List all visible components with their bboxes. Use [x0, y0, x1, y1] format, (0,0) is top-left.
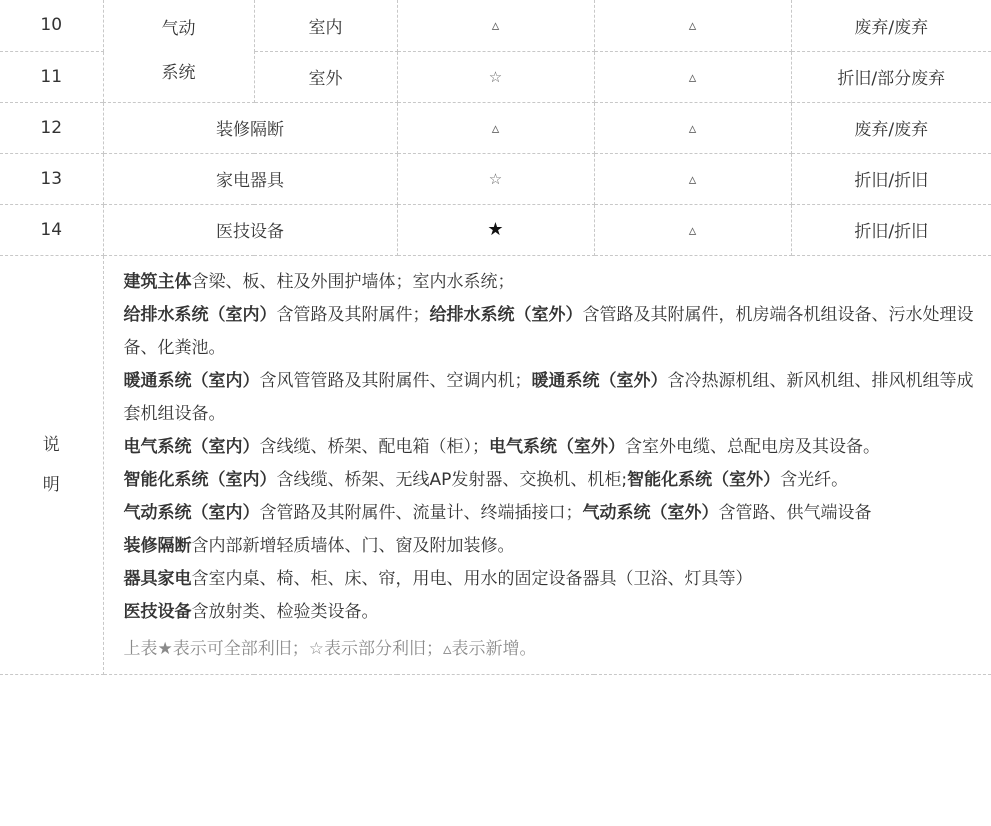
explanation-paragraph	[124, 299, 976, 365]
explanation-paragraph	[124, 464, 976, 497]
explanation-paragraph	[124, 365, 976, 431]
sub-item: 室内	[254, 0, 397, 51]
item-name: 医技设备	[103, 204, 397, 255]
symbol-cell: ▵	[397, 102, 594, 153]
explanation-label-line: 说	[42, 434, 60, 455]
row-number: 11	[0, 51, 103, 102]
row-number: 10	[0, 0, 103, 51]
explanation-paragraph	[124, 431, 976, 464]
term: 给排水系统（室内）	[123, 304, 277, 325]
definition: 含冷热源机组、新风机组、排风机组等成套机组设备。	[123, 370, 974, 424]
table-row	[0, 204, 991, 255]
definition: 含室外电缆、总配电房及其设备。	[625, 436, 880, 457]
legend-note: 上表★表示可全部利旧；☆表示部分利旧；▵表示新增。	[123, 638, 537, 659]
term: 气动系统（室外）	[582, 502, 719, 523]
symbol-cell: ▵	[594, 153, 791, 204]
symbol-cell: ▵	[594, 102, 791, 153]
term: 气动系统（室内）	[123, 502, 260, 523]
term: 智能化系统（室内）	[123, 469, 277, 490]
explanation-paragraph	[124, 563, 976, 596]
symbol-cell: ▵	[594, 204, 791, 255]
explanation-paragraph	[124, 530, 976, 563]
term: 电气系统（室外）	[489, 436, 625, 457]
sub-item: 室外	[254, 51, 397, 102]
symbol-cell: ▵	[397, 0, 594, 51]
explanation-paragraph	[124, 266, 976, 299]
row-number: 12	[0, 102, 103, 153]
definition: 含室内桌、椅、柜、床、帘，用电、用水的固定设备器具（卫浴、灯具等）	[191, 568, 753, 589]
item-name: 装修隔断	[103, 102, 397, 153]
result-cell: 折旧/折旧	[791, 204, 991, 255]
term: 智能化系统（室外）	[627, 469, 781, 490]
symbol-cell: ▵	[594, 51, 791, 102]
definition: 含光纤。	[780, 469, 849, 490]
definition: 含线缆、桥架、配电箱（柜）；	[259, 436, 489, 457]
term: 暖通系统（室内）	[123, 370, 260, 391]
definition: 含管路及其附属件；	[276, 304, 430, 325]
group-label-line: 系统	[161, 62, 196, 83]
term: 给排水系统（室外）	[429, 304, 583, 325]
definition: 含内部新增轻质墙体、门、窗及附加装修。	[191, 535, 515, 556]
term: 暖通系统（室外）	[531, 370, 668, 391]
symbol-cell: ☆	[397, 51, 594, 102]
result-cell: 折旧/部分废弃	[791, 51, 991, 102]
explanation-paragraph	[124, 497, 976, 530]
table-row	[0, 0, 991, 51]
explanation-label	[0, 255, 103, 674]
term: 器具家电	[123, 568, 192, 589]
definition: 含管路、供气端设备	[718, 502, 872, 523]
row-number: 13	[0, 153, 103, 204]
explanation-label-line: 明	[42, 474, 60, 495]
result-cell: 废弃/废弃	[791, 102, 991, 153]
definition: 含管路及其附属件，机房端各机组设备、污水处理设备、化粪池。	[123, 304, 974, 358]
table-row	[0, 102, 991, 153]
result-cell: 废弃/废弃	[791, 0, 991, 51]
definition: 含管路及其附属件、流量计、终端插接口；	[259, 502, 583, 523]
term: 建筑主体	[123, 271, 192, 292]
table-row	[0, 153, 991, 204]
definition: 含梁、板、柱及外围护墙体；室内水系统；	[191, 271, 515, 292]
row-number: 14	[0, 204, 103, 255]
result-cell: 折旧/折旧	[791, 153, 991, 204]
term: 医技设备	[123, 601, 192, 622]
symbol-cell: ▵	[594, 0, 791, 51]
definition: 含线缆、桥架、无线AP发射器、交换机、机柜;	[276, 469, 628, 490]
item-name: 家电器具	[103, 153, 397, 204]
symbol-cell: ☆	[397, 153, 594, 204]
term: 电气系统（室内）	[123, 436, 260, 457]
term: 装修隔断	[123, 535, 192, 556]
group-label-line: 气动	[161, 18, 196, 39]
explanation-row	[0, 255, 991, 674]
group-label	[103, 0, 254, 102]
symbol-cell: ★	[397, 204, 594, 255]
explanation-paragraph	[124, 596, 976, 629]
definition: 含风管管路及其附属件、空调内机；	[259, 370, 532, 391]
explanation-text	[103, 255, 991, 674]
definition: 含放射类、检验类设备。	[191, 601, 379, 622]
